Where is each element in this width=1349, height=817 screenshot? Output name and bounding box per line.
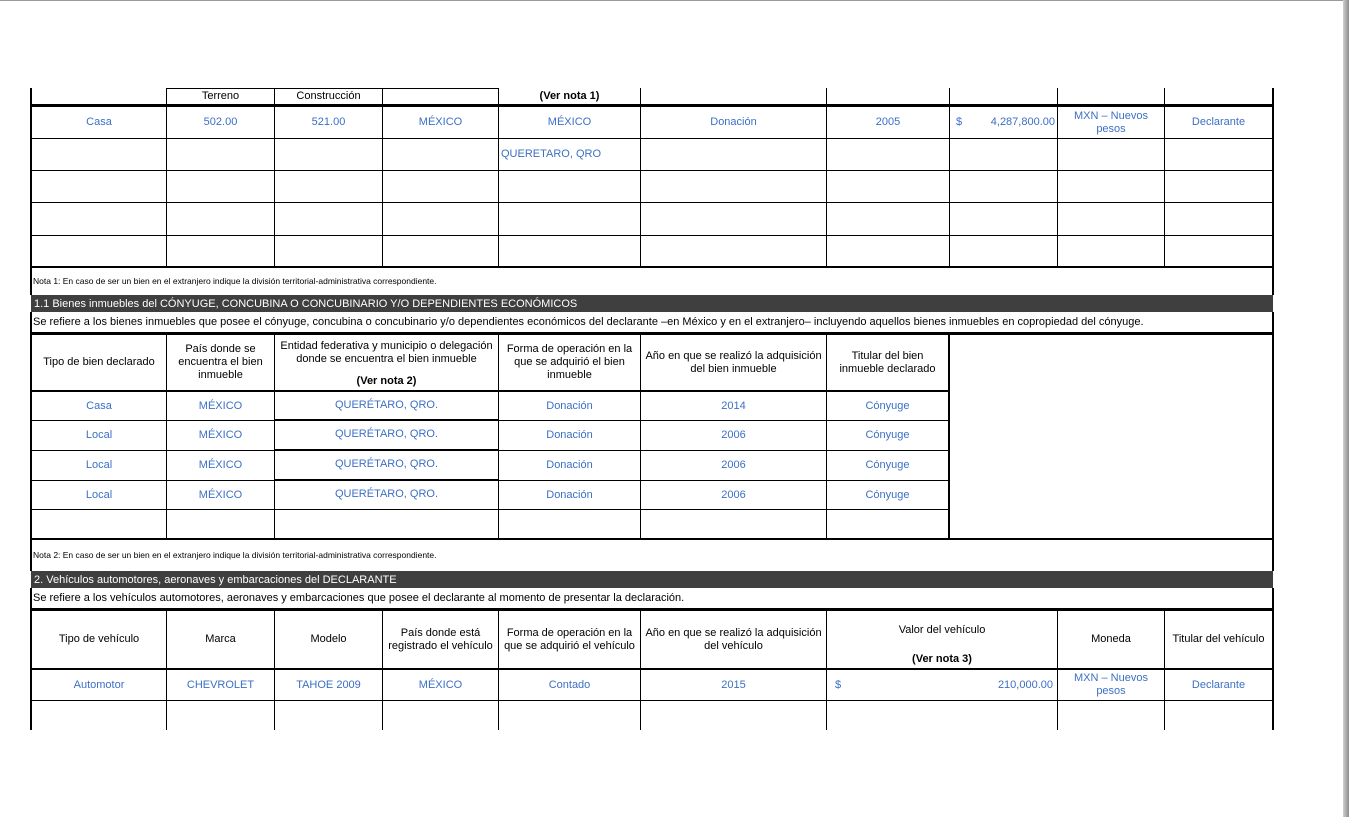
page-edge-shadow [1343,0,1349,817]
cell-anio: 2014 [721,399,746,412]
cell-anio: 2006 [721,429,746,441]
cell-forma: Donación [546,459,593,471]
cell-pais: MÉXICO [198,429,243,441]
cell-pais: MÉXICO [418,116,463,128]
cell-pais: MÉXICO [418,678,463,691]
header-modelo: Modelo [310,633,347,645]
header-valor: Valor del vehículo [898,623,986,636]
cell-forma: Donación [710,116,757,128]
cell-titular: Cónyuge [865,488,910,501]
header-ver-nota-2: (Ver nota 2) [356,375,417,387]
cell-anio: 2005 [875,116,901,128]
cell-tipo: Local [85,488,113,501]
cell-entidad: QUERÉTARO, QRO. [334,487,439,500]
header-ver-nota-3: (Ver nota 3) [912,653,972,665]
cell-anio: 2006 [721,459,746,471]
header-ver-nota-1: (Ver nota 1) [539,90,600,102]
header-pais: País donde se encuentra el bien inmueble [178,343,263,381]
page-top-border [0,0,1349,1]
cell-tipo: Local [85,429,113,441]
header-terreno: Terreno [201,90,240,102]
cell-titular: Declarante [1191,116,1246,128]
section-description-1-1: Se refiere a los bienes inmuebles que posee el cónyuge, concubina o concubinario y/o dependientes económicos del declarante –en México y en el extranjero– incluyendo aquellos bienes inmuebles en copropiedad del cónyuge. [33,316,1144,328]
header-titular: Titular del vehículo [1172,633,1265,645]
cell-terreno: 502.00 [203,116,238,128]
header-anio: Año en que se realizó la adquisición del bien inmueble [645,349,822,375]
cell-tipo: Automotor [73,678,125,691]
cell-forma: Donación [546,399,593,412]
header-forma: Forma de operación en la que se adquirió el vehículo [504,626,635,652]
header-anio: Año en que se realizó la adquisición del vehículo [645,626,822,652]
cell-anio: 2006 [721,488,746,501]
cell-valor-currency: $ [835,679,842,691]
header-forma: Forma de operación en la que se adquirió el bien inmueble [506,343,633,381]
cell-forma: Donación [546,488,593,501]
cell-titular: Cónyuge [865,459,910,471]
cell-tipo: Casa [86,116,112,128]
cell-titular: Cónyuge [865,429,910,441]
cell-valor: 4,287,800.00 [990,116,1055,128]
cell-forma: Contado [548,678,591,691]
header-construccion: Construcción [296,90,361,102]
cell-forma: Donación [546,429,593,441]
cell-pais: MÉXICO [198,399,243,412]
cell-valor: 210,000.00 [997,679,1053,691]
cell-titular: Declarante [1191,678,1246,691]
cell-anio: 2015 [721,678,746,691]
cell-construccion: 521.00 [311,116,346,128]
cell-moneda: MXN – Nuevos pesos [1074,672,1148,697]
cell-entidad: QUERÉTARO, QRO. [334,428,439,440]
section-description-2: Se refiere a los vehículos automotores, aeronaves y embarcaciones que posee el declarante al momento de presentar la declaración. [33,592,685,604]
cell-moneda: MXN – Nuevos pesos [1074,109,1148,135]
header-tipo-vehiculo: Tipo de vehículo [58,633,140,645]
header-pais: País donde está registrado el vehículo [388,626,493,652]
cell-pais: MÉXICO [198,459,243,471]
cell-valor-currency: $ [956,116,963,128]
header-moneda: Moneda [1091,633,1131,645]
note-1: Nota 1: En caso de ser un bien en el extranjero indique la división territorial-administrativa correspondiente. [33,276,437,286]
cell-pais: MÉXICO [198,488,243,501]
cell-tipo: Casa [86,399,112,412]
cell-titular: Cónyuge [865,399,910,412]
cell-entidad: QUERÉTARO, QRO. [334,398,439,411]
cell-tipo: Local [85,459,113,471]
note-2: Nota 2: En caso de ser un bien en el extranjero indique la división territorial-administrativa correspondiente. [33,550,437,560]
cell-entidad: MÉXICO [547,116,592,128]
cell-modelo: TAHOE 2009 [296,678,361,691]
header-titular: Titular del bien inmueble declarado [839,349,936,375]
header-marca: Marca [205,633,236,645]
cell-entidad-municipio: QUERETARO, QRO [501,148,602,160]
cell-marca: CHEVROLET [186,678,255,691]
header-entidad: Entidad federativa y municipio o delegación donde se encuentra el bien inmueble [280,340,493,365]
section-title-2: 2. Vehículos automotores, aeronaves y embarcaciones del DECLARANTE [31,571,1273,588]
header-tipo-bien: Tipo de bien declarado [43,356,155,368]
cell-entidad: QUERÉTARO, QRO. [334,458,439,470]
section-title-1-1: 1.1 Bienes inmuebles del CÓNYUGE, CONCUBINA O CONCUBINARIO Y/O DEPENDIENTES ECONÓMICOS [31,295,1273,312]
